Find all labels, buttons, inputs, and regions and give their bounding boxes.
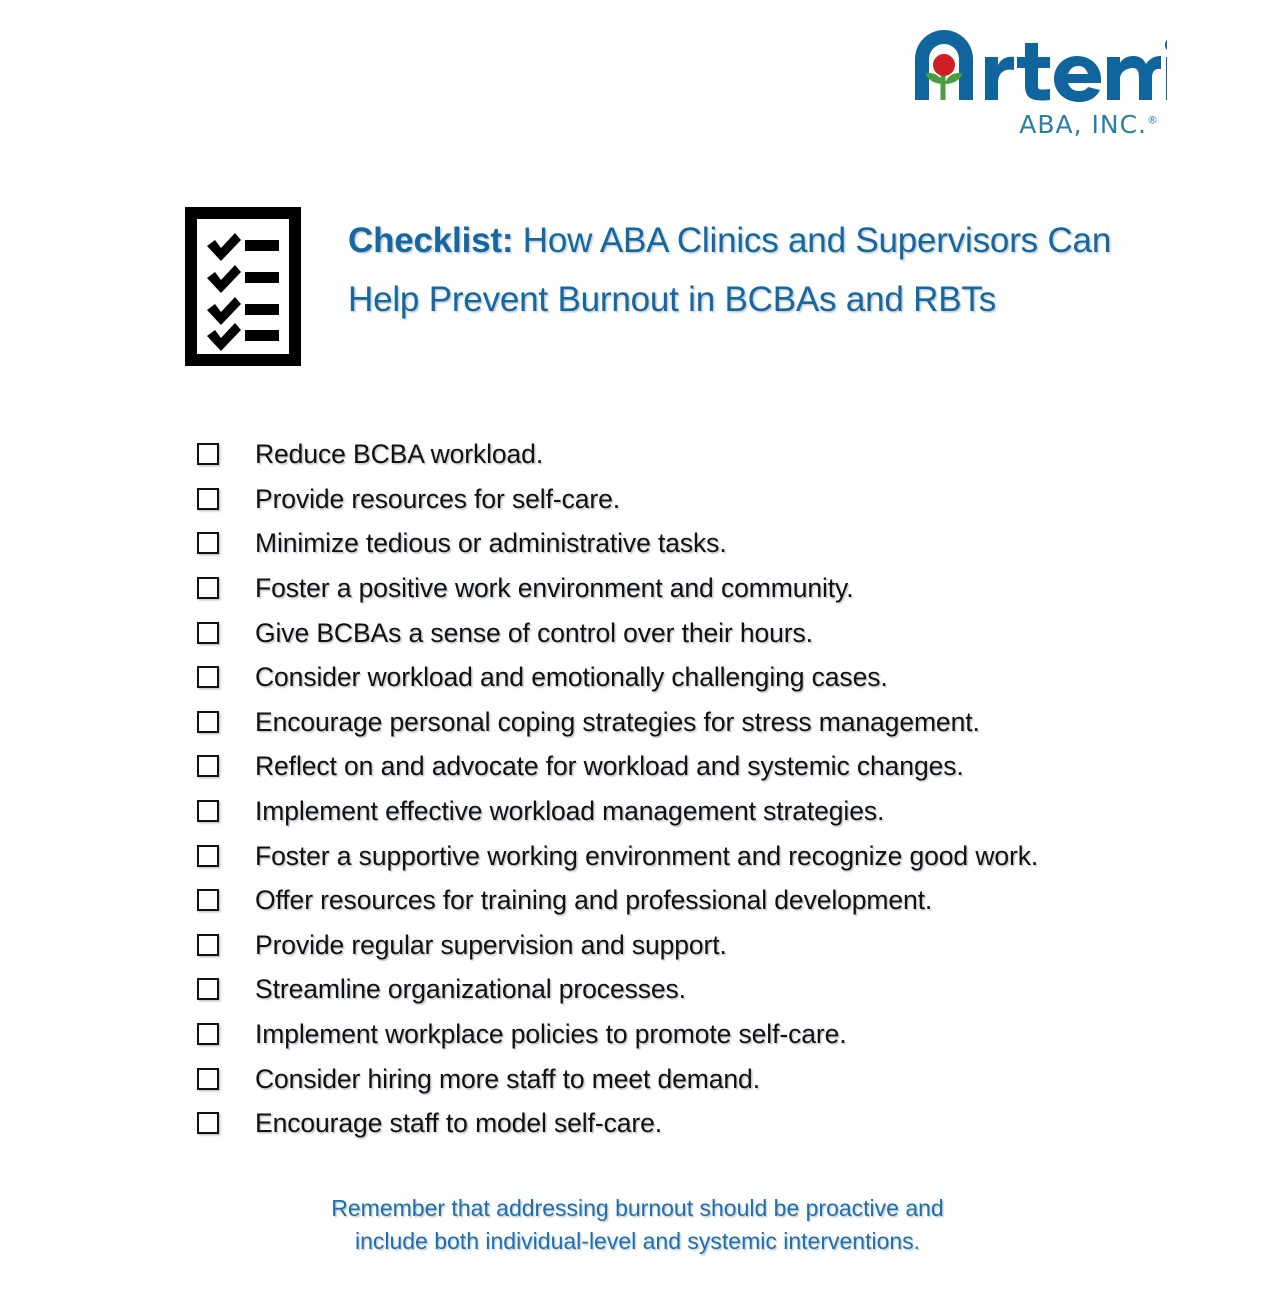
checkbox-icon[interactable]: [197, 845, 219, 867]
list-item[interactable]: [197, 521, 1215, 566]
logo-subtitle: [1019, 110, 1159, 139]
list-item[interactable]: [197, 432, 1215, 477]
checkbox-icon[interactable]: [197, 577, 219, 599]
list-item[interactable]: [197, 967, 1215, 1012]
list-item[interactable]: [197, 566, 1215, 611]
list-item-label: Minimize tedious or administrative tasks.: [255, 528, 727, 559]
registered-mark-icon: ®: [1147, 113, 1159, 127]
list-item-label: Reflect on and advocate for workload and systemic changes.: [255, 751, 964, 782]
artemis-wordmark-svg: [909, 28, 1167, 102]
checkbox-icon[interactable]: [197, 978, 219, 1000]
header: [183, 205, 1155, 368]
page-title: [348, 211, 1155, 329]
list-item[interactable]: [197, 744, 1215, 789]
list-item[interactable]: [197, 833, 1215, 878]
logo-wordmark: [907, 28, 1167, 102]
page-title-prefix: Checklist:: [348, 221, 514, 260]
list-item-label: Offer resources for training and professional development.: [255, 885, 933, 916]
list-item-label: Provide regular supervision and support.: [255, 929, 727, 960]
checkbox-icon[interactable]: [197, 1068, 219, 1090]
checkbox-icon[interactable]: [197, 800, 219, 822]
list-item-label: Encourage personal coping strategies for stress management.: [255, 706, 980, 737]
checkbox-icon[interactable]: [197, 711, 219, 733]
checkbox-icon[interactable]: [197, 1112, 219, 1134]
list-item[interactable]: [197, 610, 1215, 655]
footer-note-line-2: include both individual-level and systemic interventions.: [354, 1228, 921, 1254]
list-item-label: Give BCBAs a sense of control over their hours.: [255, 617, 813, 648]
list-item[interactable]: [197, 700, 1215, 745]
checkbox-icon[interactable]: [197, 532, 219, 554]
page-title-rest: How ABA Clinics and Supervisors Can Help Prevent Burnout in BCBAs and RBTs: [348, 221, 1112, 319]
artemis-logo: [907, 28, 1167, 138]
checkbox-icon[interactable]: [197, 622, 219, 644]
checklist-icon-svg: [183, 205, 303, 368]
list-item-label: Encourage staff to model self-care.: [255, 1108, 662, 1139]
checklist-clipboard-icon: [183, 205, 303, 368]
list-item[interactable]: [197, 923, 1215, 968]
footer-note-line-1: Remember that addressing burnout should be proactive and: [331, 1195, 944, 1221]
list-item-label: Foster a positive work environment and community.: [255, 573, 854, 604]
list-item-label: Implement effective workload management strategies.: [255, 796, 885, 827]
list-item-label: Consider hiring more staff to meet demand.: [255, 1063, 760, 1094]
checkbox-icon[interactable]: [197, 488, 219, 510]
checkbox-icon[interactable]: [197, 755, 219, 777]
checkbox-icon[interactable]: [197, 443, 219, 465]
checkbox-icon[interactable]: [197, 934, 219, 956]
footer-note: [0, 1192, 1275, 1258]
checkbox-icon[interactable]: [197, 1023, 219, 1045]
list-item-label: Implement workplace policies to promote self-care.: [255, 1019, 847, 1050]
list-item-label: Foster a supportive working environment and recognize good work.: [255, 840, 1039, 871]
logo-subtitle-text: ABA, INC.: [1019, 110, 1147, 139]
list-item-label: Reduce BCBA workload.: [255, 439, 544, 470]
list-item[interactable]: [197, 789, 1215, 834]
list-item[interactable]: [197, 878, 1215, 923]
list-item-label: Streamline organizational processes.: [255, 974, 686, 1005]
list-item-label: Provide resources for self-care.: [255, 483, 620, 514]
list-item[interactable]: [197, 655, 1215, 700]
list-item[interactable]: [197, 1012, 1215, 1057]
list-item-label: Consider workload and emotionally challenging cases.: [255, 662, 888, 693]
list-item[interactable]: [197, 1056, 1215, 1101]
checkbox-icon[interactable]: [197, 666, 219, 688]
list-item[interactable]: [197, 1101, 1215, 1146]
checkbox-icon[interactable]: [197, 889, 219, 911]
list-item[interactable]: [197, 477, 1215, 522]
checklist: [197, 432, 1215, 1146]
